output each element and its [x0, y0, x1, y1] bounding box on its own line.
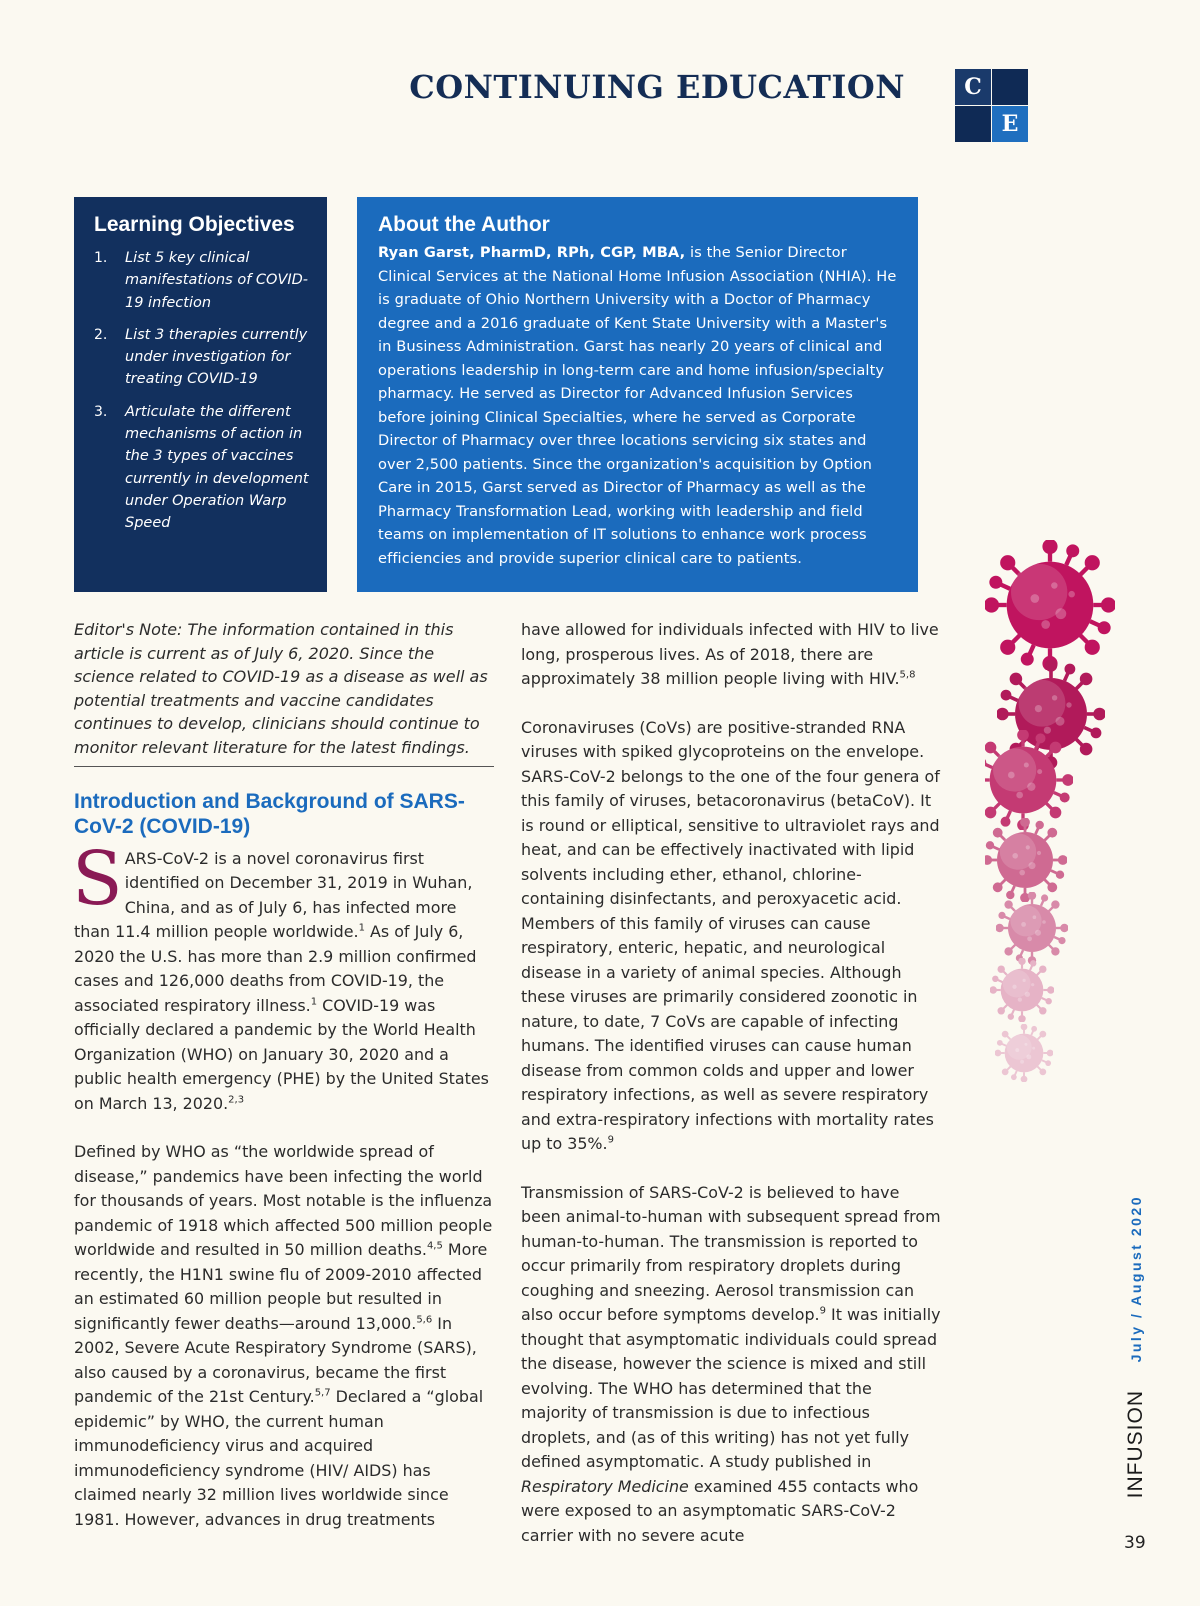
ce-logo-square	[992, 69, 1028, 105]
citation: 9	[819, 1305, 826, 1317]
left-column	[74, 618, 494, 1556]
text-run: It was initially thought that asymptomatic individuals could spread the disease, however the science is mixed and still evolving. The WHO has determined that the majority of transmission is due to infectious droplets, and (as of this writing) has not yet fully defined asymptomatic. A study published in	[521, 1305, 941, 1471]
list-item-text: List 5 key clinical manifestations of COVID-19 infection	[125, 250, 309, 311]
text-run: As of July 6, 2020 the U.S. has more than 2.9 million confirmed cases and 126,000 deaths from COVID-19, the associated respiratory illness.	[74, 922, 477, 1015]
ce-logo	[955, 69, 1028, 142]
virus-icon	[985, 819, 1066, 902]
issue-date: July / August 2020	[1128, 1195, 1144, 1363]
text-run: Coronaviruses (CoVs) are positive-stranded RNA viruses with spiked glycoproteins on the envelope. SARS-CoV-2 belongs to the one of the four genera of this family of viruses, betacoronavirus (betaCoV). It is round or elliptical, sensitive to ultraviolet rays and heat, and can be effectively inactivated with lipid solvents including ether, ethanol, chlorine-containing disinfectants, and peroxyacetic acid. Members of this family of viruses can cause respiratory, enteric, hepatic, and neurological disease in a variety of animal species. Although these viruses are primarily considered zoonotic in nature, to date, 7 CoVs are capable of infecting humans. The identified viruses can cause human disease from common colds and upper and lower respiratory infections, as well as severe respiratory and extra-respiratory infections with mortality rates up to 35%.	[521, 717, 940, 1153]
text-run: COVID-19 was officially declared a pandemic by the World Health Organization (WHO) on January 30, 2020 and a public health emergency (PHE) by the United States on March 13, 2020.	[74, 995, 489, 1113]
author-name: Ryan Garst, PharmD, RPh, CGP, MBA,	[378, 244, 686, 261]
body-paragraph	[521, 716, 941, 1157]
list-item	[94, 247, 311, 314]
about-author-title: About the Author	[378, 213, 550, 236]
body-paragraph	[74, 1140, 494, 1532]
text-run: examined 455 contacts who were exposed to an asymptomatic SARS-CoV-2 carrier with no severe acute	[521, 1476, 919, 1545]
list-item	[94, 324, 311, 391]
list-item-number: 3.	[94, 403, 108, 420]
text-run: ARS-CoV-2 is a novel coronavirus first identified on December 31, 2019 in Wuhan, China, and as of July 6, has infected more than 11.4 million people worldwide.	[74, 848, 473, 942]
list-item-number: 2.	[94, 326, 108, 343]
citation: 2,3	[228, 1094, 245, 1106]
citation: 5,8	[899, 669, 916, 681]
drop-cap: S	[72, 835, 123, 922]
body-paragraph	[521, 618, 941, 692]
right-column	[521, 618, 941, 1572]
citation: 9	[607, 1134, 614, 1146]
learning-objectives-list	[94, 247, 311, 535]
ce-logo-c: C	[955, 69, 991, 105]
virus-illustration	[985, 540, 1135, 1110]
list-item-number: 1.	[94, 250, 108, 266]
page-number: 39	[1124, 1533, 1146, 1553]
virus-icon	[985, 731, 1072, 829]
citation: 1	[358, 922, 365, 934]
virus-icon	[986, 541, 1114, 669]
ce-logo-square	[955, 106, 991, 142]
text-run: Transmission of SARS-CoV-2 is believed to have been animal-to-human with subsequent spread from human-to-human. The transmission is reported to occur primarily from respiratory droplets during coughing and sneezing. Aerosol transmission can also occur before symptoms develop.	[521, 1182, 941, 1324]
learning-objectives-title: Learning Objectives	[94, 213, 295, 236]
citation: 1	[310, 996, 318, 1008]
citation: 5,6	[416, 1314, 433, 1326]
intro-heading: Introduction and Background of SARS-CoV-2 (COVID-19)	[74, 789, 465, 838]
ce-logo-e: E	[992, 106, 1028, 142]
author-bio-text: is the Senior Director Clinical Services at the National Home Infusion Association (NHIA). He is graduate of Ohio Northern University with a Doctor of Pharmacy degree and a 2016 graduate of Kent State University with a Master's in Business Administration. Garst has nearly 20 years of clinical and operations leadership in long-term care and home infusion/specialty pharmacy. He served as Director for Advanced Infusion Services before joining Clinical Specialties, where he served as Corporate Director of Pharmacy over three locations servicing six states and over 2,500 patients. Since the organization's acquisition by Option Care in 2015, Garst served as Director of Pharmacy as well as the Pharmacy Transformation Lead, working with leadership and field teams on implementation of IT solutions to enhance work process efficiencies and provide superior clinical care to patients.	[378, 244, 897, 567]
magazine-brand: INFUSION	[1124, 1390, 1147, 1499]
about-author-box	[357, 197, 918, 592]
citation: 4,5	[426, 1240, 443, 1252]
citation: 5,7	[314, 1387, 331, 1399]
virus-icon	[997, 893, 1068, 964]
author-bio	[378, 241, 898, 570]
list-item-text: Articulate the different mechanisms of action in the 3 types of vaccines currently in development under Operation Warp Speed	[125, 403, 309, 532]
learning-objectives-box	[74, 197, 327, 592]
text-run: Declared a “global epidemic” by WHO, the current human immunodeficiency virus and acquired immunodeficiency syndrome (HIV/ AIDS) has claimed nearly 32 million lives worldwide since 1981. However, advances in drug treatments	[74, 1387, 484, 1529]
editor-note: Editor's Note: The information contained in this article is current as of July 6, 2020. Since the science related to COVID-19 as a disease as well as potential treatments and vaccine candidates continues to develop, clinicians should continue to monitor relevant literature for the latest findings.	[74, 618, 494, 767]
text-run: have allowed for individuals infected with HIV to live long, prosperous lives. As of 2018, there are approximately 38 million people living with HIV.	[521, 620, 939, 688]
text-run: More recently, the H1N1 swine flu of 2009-2010 affected an estimated 60 million people but resulted in significantly fewer deaths—around 13,000.	[74, 1240, 488, 1333]
text-run: In 2002, Severe Acute Respiratory Syndrome (SARS), also caused by a coronavirus, became the first pandemic of the 21st Century.	[74, 1313, 477, 1407]
list-item-text: List 3 therapies currently under investigation for treating COVID-19	[125, 326, 308, 388]
journal-title: Respiratory Medicine	[521, 1476, 689, 1496]
text-run: Defined by WHO as “the worldwide spread of disease,” pandemics have been infecting the world for thousands of years. Most notable is the influenza pandemic of 1918 which affected 500 million people worldwide and resulted in 50 million deaths.	[74, 1142, 493, 1260]
list-item	[94, 401, 311, 535]
section-title: CONTINUING EDUCATION	[409, 68, 905, 106]
body-paragraph	[72, 835, 494, 1117]
body-paragraph	[521, 1181, 941, 1549]
virus-icon	[995, 1024, 1052, 1081]
virus-icon	[991, 959, 1054, 1022]
